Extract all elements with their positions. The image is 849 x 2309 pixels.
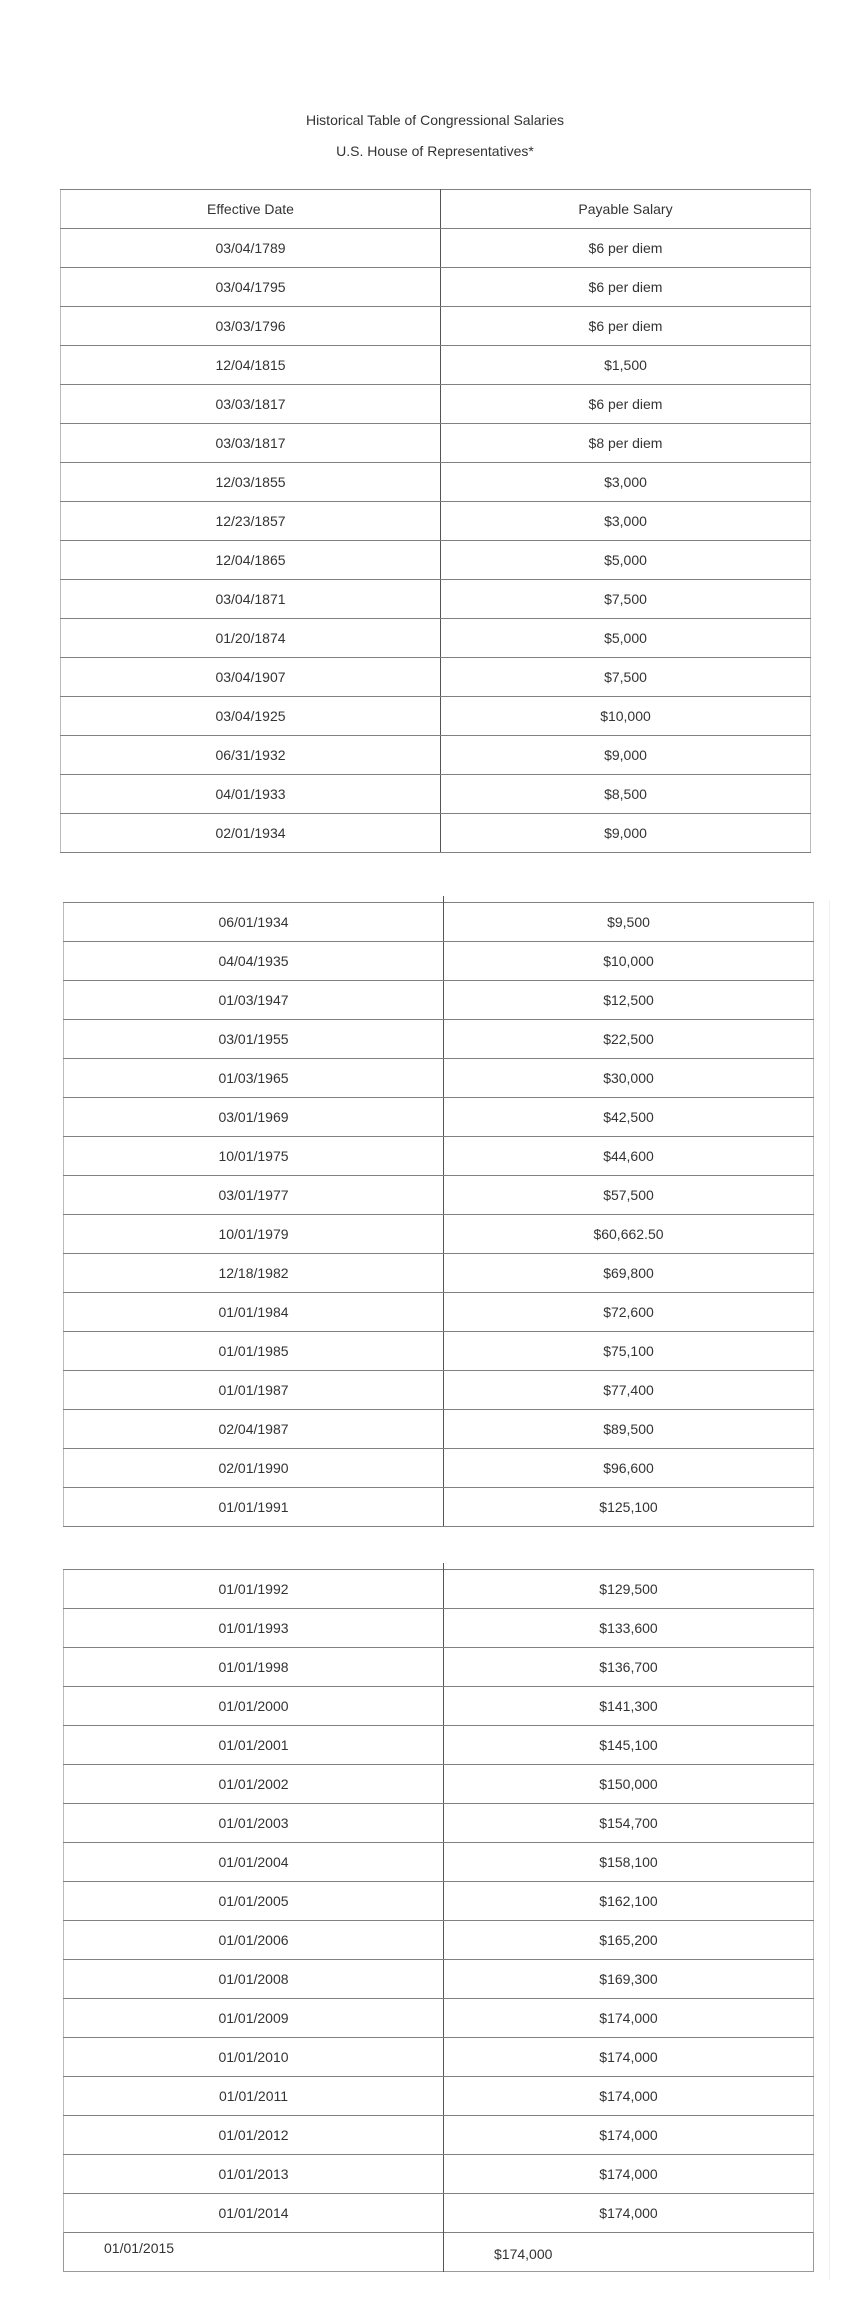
table-row: [64, 1293, 814, 1332]
effective-date-cell: 02/01/1990: [64, 1449, 444, 1488]
table-row: [64, 903, 814, 942]
payable-salary-cell: $174,000: [494, 2246, 553, 2262]
table-row: [64, 2194, 814, 2233]
payable-salary-cell: $3,000: [441, 502, 811, 541]
effective-date-cell: 03/04/1789: [61, 229, 441, 268]
page-subtitle: U.S. House of Representatives*: [336, 143, 534, 159]
payable-salary-cell: $7,500: [441, 580, 811, 619]
table-row: [64, 1726, 814, 1765]
table-row-last: [63, 2232, 814, 2272]
table-row: [64, 1921, 814, 1960]
effective-date-cell: 01/01/2002: [64, 1765, 444, 1804]
table-row: [64, 1648, 814, 1687]
effective-date-cell: 01/01/2012: [64, 2116, 444, 2155]
effective-date-cell: 10/01/1979: [64, 1215, 444, 1254]
effective-date-cell: 01/01/2014: [64, 2194, 444, 2233]
effective-date-cell: 01/01/2004: [64, 1843, 444, 1882]
effective-date-cell: 04/01/1933: [61, 775, 441, 814]
payable-salary-cell: $10,000: [444, 942, 814, 981]
payable-salary-cell: $69,800: [444, 1254, 814, 1293]
payable-salary-cell: $169,300: [444, 1960, 814, 1999]
payable-salary-cell: $5,000: [441, 541, 811, 580]
payable-salary-cell: $3,000: [441, 463, 811, 502]
effective-date-cell: 03/04/1907: [61, 658, 441, 697]
effective-date-cell: 06/31/1932: [61, 736, 441, 775]
effective-date-cell: 01/01/1998: [64, 1648, 444, 1687]
effective-date-cell: 01/01/1993: [64, 1609, 444, 1648]
effective-date-cell: 06/01/1934: [64, 903, 444, 942]
effective-date-cell: 10/01/1975: [64, 1137, 444, 1176]
table-row: [64, 1098, 814, 1137]
table-row: [64, 1488, 814, 1527]
effective-date-cell: 01/01/2003: [64, 1804, 444, 1843]
column-header-payable-salary: Payable Salary: [441, 190, 811, 229]
table-row: [64, 1059, 814, 1098]
effective-date-cell: 01/01/1985: [64, 1332, 444, 1371]
table-row: [64, 2116, 814, 2155]
table-row: [61, 463, 811, 502]
table-row: [64, 1410, 814, 1449]
payable-salary-cell: $60,662.50: [444, 1215, 814, 1254]
table-row: [61, 424, 811, 463]
effective-date-cell: 01/01/1984: [64, 1293, 444, 1332]
table-row: [64, 1176, 814, 1215]
payable-salary-cell: $125,100: [444, 1488, 814, 1527]
table-row: [64, 2038, 814, 2077]
payable-salary-cell: $22,500: [444, 1020, 814, 1059]
effective-date-cell: 12/03/1855: [61, 463, 441, 502]
payable-salary-cell: $174,000: [444, 2116, 814, 2155]
payable-salary-cell: $1,500: [441, 346, 811, 385]
effective-date-cell: 01/01/1987: [64, 1371, 444, 1410]
effective-date-cell: 03/01/1969: [64, 1098, 444, 1137]
payable-salary-cell: $165,200: [444, 1921, 814, 1960]
table-row: [64, 1449, 814, 1488]
payable-salary-cell: $6 per diem: [441, 385, 811, 424]
payable-salary-cell: $9,000: [441, 736, 811, 775]
payable-salary-cell: $57,500: [444, 1176, 814, 1215]
effective-date-cell: 12/04/1815: [61, 346, 441, 385]
payable-salary-cell: $154,700: [444, 1804, 814, 1843]
effective-date-cell: 01/01/2006: [64, 1921, 444, 1960]
effective-date-cell: 01/03/1947: [64, 981, 444, 1020]
effective-date-cell: 03/04/1795: [61, 268, 441, 307]
payable-salary-cell: $89,500: [444, 1410, 814, 1449]
table-row: [64, 1215, 814, 1254]
payable-salary-cell: $44,600: [444, 1137, 814, 1176]
payable-salary-cell: $7,500: [441, 658, 811, 697]
payable-salary-cell: $5,000: [441, 619, 811, 658]
payable-salary-cell: $158,100: [444, 1843, 814, 1882]
table-row: [64, 1570, 814, 1609]
table-row: [61, 268, 811, 307]
table-row: [61, 229, 811, 268]
table-row: [64, 1137, 814, 1176]
table-row: [64, 2077, 814, 2116]
table-row: [64, 1804, 814, 1843]
payable-salary-cell: $133,600: [444, 1609, 814, 1648]
payable-salary-cell: $9,500: [444, 903, 814, 942]
table-row: [64, 981, 814, 1020]
payable-salary-cell: $6 per diem: [441, 229, 811, 268]
payable-salary-cell: $6 per diem: [441, 268, 811, 307]
effective-date-cell: 03/04/1871: [61, 580, 441, 619]
effective-date-cell: 01/01/2015: [104, 2240, 175, 2256]
effective-date-cell: 01/01/2008: [64, 1960, 444, 1999]
payable-salary-cell: $136,700: [444, 1648, 814, 1687]
table-row: [64, 1371, 814, 1410]
effective-date-cell: 01/01/1992: [64, 1570, 444, 1609]
page-title: Historical Table of Congressional Salaries: [305, 112, 565, 128]
payable-salary-cell: $150,000: [444, 1765, 814, 1804]
table-row: [64, 1999, 814, 2038]
table-row: [61, 619, 811, 658]
table-row: [61, 697, 811, 736]
table-row: [61, 346, 811, 385]
column-divider: [443, 2232, 444, 2272]
payable-salary-cell: $162,100: [444, 1882, 814, 1921]
effective-date-cell: 01/01/2009: [64, 1999, 444, 2038]
effective-date-cell: 01/20/1874: [61, 619, 441, 658]
payable-salary-cell: $174,000: [444, 2194, 814, 2233]
effective-date-cell: 01/01/2011: [64, 2077, 444, 2116]
payable-salary-cell: $72,600: [444, 1293, 814, 1332]
payable-salary-cell: $77,400: [444, 1371, 814, 1410]
effective-date-cell: 01/01/2000: [64, 1687, 444, 1726]
table-row: [64, 1765, 814, 1804]
table-row: [64, 1843, 814, 1882]
effective-date-cell: 03/01/1977: [64, 1176, 444, 1215]
table-row: [61, 814, 811, 853]
salary-table-section-1: [60, 189, 811, 853]
effective-date-cell: 03/03/1796: [61, 307, 441, 346]
payable-salary-cell: $42,500: [444, 1098, 814, 1137]
payable-salary-cell: $10,000: [441, 697, 811, 736]
column-header-effective-date: Effective Date: [61, 190, 441, 229]
effective-date-cell: 01/01/2013: [64, 2155, 444, 2194]
table-row: [61, 775, 811, 814]
table-row: [64, 1020, 814, 1059]
salary-table-section-2: [63, 902, 814, 1527]
payable-salary-cell: $6 per diem: [441, 307, 811, 346]
table-row: [61, 658, 811, 697]
payable-salary-cell: $9,000: [441, 814, 811, 853]
effective-date-cell: 04/04/1935: [64, 942, 444, 981]
faint-edge-line: [829, 900, 830, 2280]
effective-date-cell: 02/04/1987: [64, 1410, 444, 1449]
effective-date-cell: 01/01/1991: [64, 1488, 444, 1527]
table-row: [61, 502, 811, 541]
payable-salary-cell: $12,500: [444, 981, 814, 1020]
salary-table-section-3: [63, 1569, 814, 2233]
payable-salary-cell: $8,500: [441, 775, 811, 814]
table-row: [64, 1960, 814, 1999]
table-row: [64, 1687, 814, 1726]
table-row: [64, 1254, 814, 1293]
table-row: [61, 736, 811, 775]
effective-date-cell: 12/18/1982: [64, 1254, 444, 1293]
payable-salary-cell: $75,100: [444, 1332, 814, 1371]
payable-salary-cell: $174,000: [444, 2038, 814, 2077]
effective-date-cell: 03/04/1925: [61, 697, 441, 736]
table-row: [64, 942, 814, 981]
effective-date-cell: 01/01/2001: [64, 1726, 444, 1765]
payable-salary-cell: $96,600: [444, 1449, 814, 1488]
table-row: [61, 580, 811, 619]
payable-salary-cell: $174,000: [444, 2077, 814, 2116]
payable-salary-cell: $145,100: [444, 1726, 814, 1765]
effective-date-cell: 03/03/1817: [61, 385, 441, 424]
payable-salary-cell: $129,500: [444, 1570, 814, 1609]
effective-date-cell: 03/03/1817: [61, 424, 441, 463]
table-row: [64, 1609, 814, 1648]
payable-salary-cell: $141,300: [444, 1687, 814, 1726]
payable-salary-cell: $30,000: [444, 1059, 814, 1098]
table-row: [64, 2155, 814, 2194]
effective-date-cell: 12/23/1857: [61, 502, 441, 541]
effective-date-cell: 03/01/1955: [64, 1020, 444, 1059]
table-row: [61, 385, 811, 424]
table-row: [64, 1882, 814, 1921]
payable-salary-cell: $174,000: [444, 2155, 814, 2194]
payable-salary-cell: $8 per diem: [441, 424, 811, 463]
table-header-row: [61, 190, 811, 229]
effective-date-cell: 01/03/1965: [64, 1059, 444, 1098]
effective-date-cell: 01/01/2005: [64, 1882, 444, 1921]
table-row: [64, 1332, 814, 1371]
effective-date-cell: 12/04/1865: [61, 541, 441, 580]
table-row: [61, 541, 811, 580]
effective-date-cell: 01/01/2010: [64, 2038, 444, 2077]
payable-salary-cell: $174,000: [444, 1999, 814, 2038]
effective-date-cell: 02/01/1934: [61, 814, 441, 853]
table-row: [61, 307, 811, 346]
